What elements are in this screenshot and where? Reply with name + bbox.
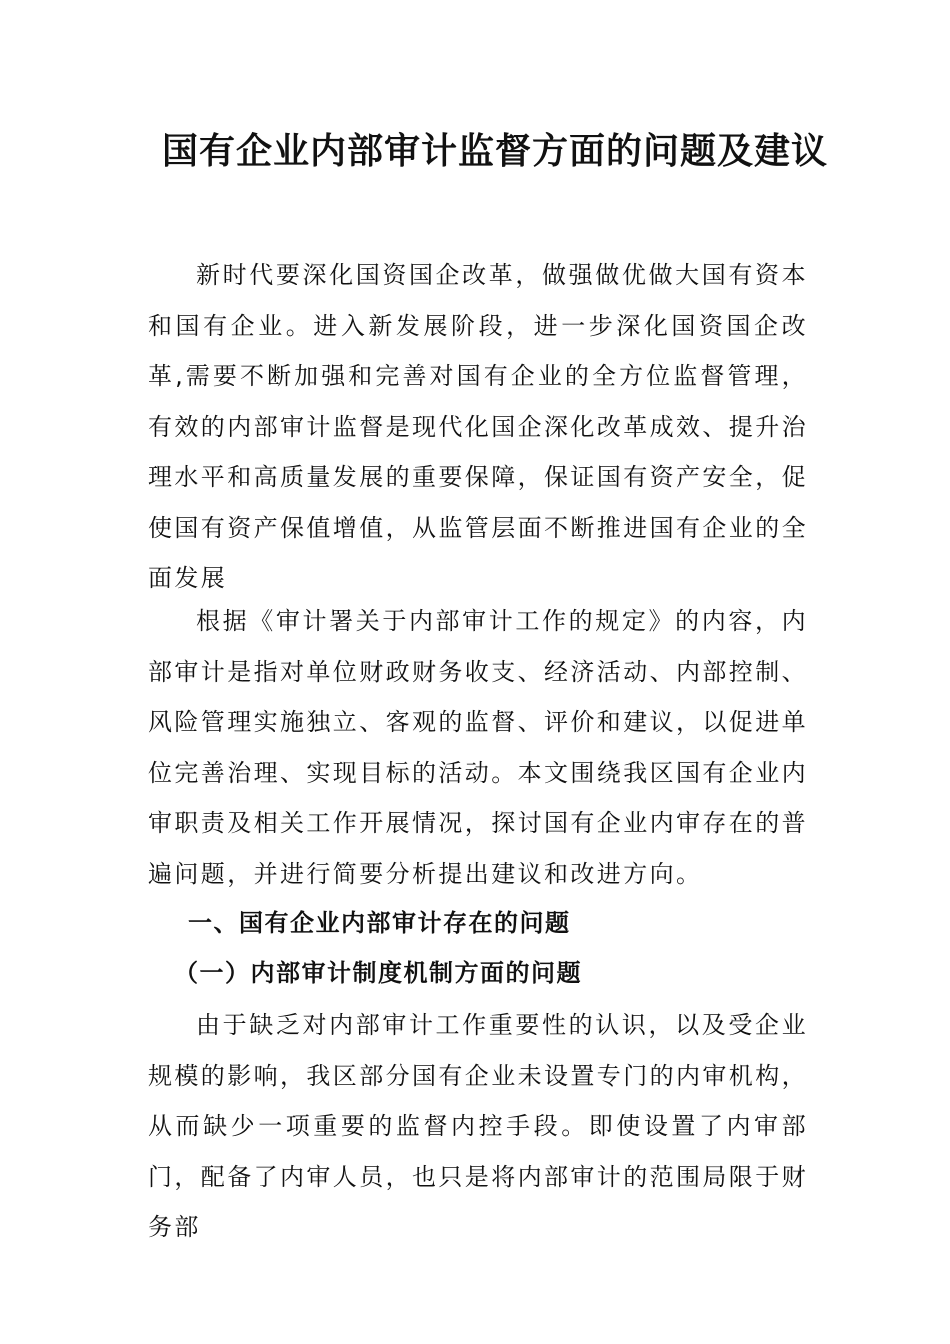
paragraph-body: 由于缺乏对内部审计工作重要性的认识，以及受企业规模的影响，我区部分国有企业未设置专门的内审机构，从而缺少一项重要的监督内控手段。即使设置了内审部门，配备了内审人员，也只是将内部审计的范围局限于财务部 bbox=[148, 1011, 808, 1241]
section-heading: 一、国有企业内部审计存在的问题 bbox=[188, 909, 571, 937]
paragraph-definition: 根据《审计署关于内部审计工作的规定》的内容，内部审计是指对单位财政财务收支、经济活动、内部控制、风险管理实施独立、客观的监督、评价和建议，以促进单位完善治理、实现目标的活动。本文围绕我区国有企业内审职责及相关工作开展情况，探讨国有企业内审存在的普遍问题，并进行简要分析提出建议和改进方向。 bbox=[148, 607, 808, 888]
document-title: 国有企业内部审计监督方面的问题及建议 bbox=[161, 130, 828, 172]
subsection-heading: （一）内部审计制度机制方面的问题 bbox=[174, 959, 582, 987]
paragraph-intro: 新时代要深化国资国企改革，做强做优做大国有资本和国有企业。进入新发展阶段，进一步深化国资国企改革,需要不断加强和完善对国有企业的全方位监督管理，有效的内部审计监督是现代化国企深化改革成效、提升治理水平和高质量发展的重要保障，保证国有资产安全，促使国有资产保值增值，从监管层面不断推进国有企业的全面发展 bbox=[148, 261, 808, 592]
